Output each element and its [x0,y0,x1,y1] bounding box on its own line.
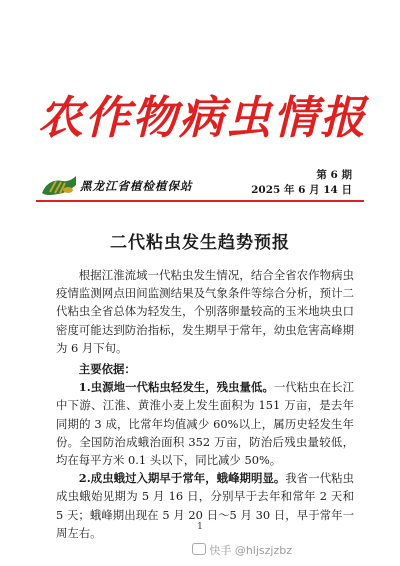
page-number: 1 [197,522,203,532]
watermark-text: 快手 @hljszjzbz [209,544,292,557]
watermark [192,542,292,558]
issue-info [251,168,352,198]
station-logo-icon [40,173,78,199]
document-title: 二代粘虫发生趋势预报 [110,233,290,253]
intro-paragraph: 根据江淮流域一代粘虫发生情况，结合全省农作物病虫疫情监测网点田间监测结果及气象条件等综合分析，预计二代粘虫全省总体为轻发生，个别落卵量较高的玉米地块虫口密度可能达到防治指标，发生期早于常年，幼虫危害高峰期为 6 月下旬。 [56,268,354,355]
station-name: 黑龙江省植检植保站 [80,179,193,193]
basis-point-1 [56,378,354,469]
basis-point-2-lead: 2.成虫蛾过入期早于常年，蛾峰期明显。 [78,471,286,486]
video-platform-icon [192,543,206,555]
basis-point-1-text: 一代粘虫在长江中下游、江淮、黄淮小麦上发生面积为 151 万亩，是去年同期的 3 成，比常年均值减少 60%以上，属历史轻发生年份。全国防治成蛾治面积 352 万亩，防治后残虫量较低，均在每平方米 0.1 头以下，同比减少 50%。 [56,380,354,468]
masthead-divider [36,200,364,202]
document-body [56,266,354,542]
basis-point-2-text: 我省一代粘虫成虫蛾始见期为 5 月 16 日，分别早于去年和常年 2 天和 5 天；蛾峰期出现在 5 月 20 日～5 月 30 日，早于常年一周左右。 [56,471,354,540]
masthead-title: 农作物病虫情报 [37,91,367,144]
issue-number: 第 6 期 [316,169,352,181]
basis-heading: 主要依据： [78,362,136,377]
basis-point-1-lead: 1.虫源地一代粘虫轻发生，残虫量低。 [78,380,274,395]
issue-date: 2025 年 6 月 14 日 [251,184,352,196]
